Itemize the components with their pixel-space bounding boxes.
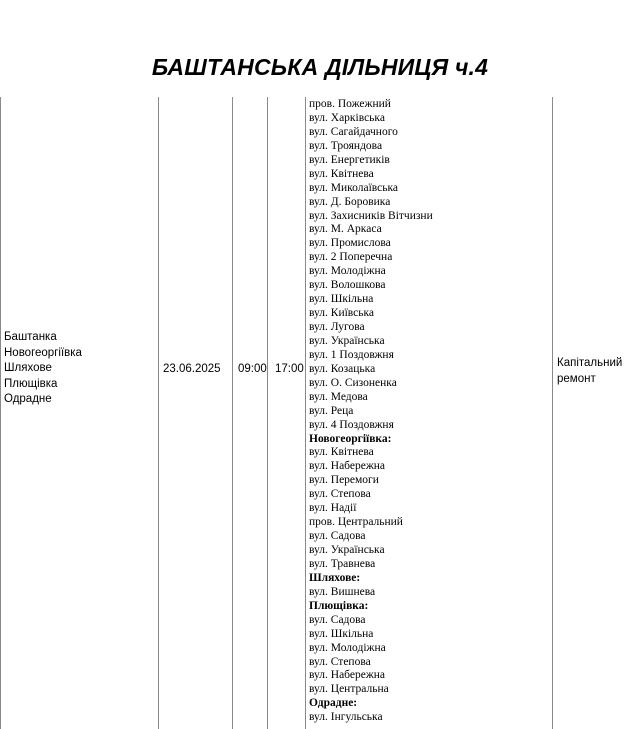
settlement-name: Шляхове [4, 362, 52, 374]
street-item: вул. Лугова [309, 321, 365, 333]
street-item: вул. Українська [309, 334, 385, 347]
street-item: вул. Промислова [309, 237, 391, 250]
end-time-cell: 17:00 [275, 363, 304, 375]
street-item: вул. М. Аркаса [309, 223, 382, 236]
street-item: вул. Шкільна [309, 293, 374, 306]
street-item: вул. Квітнева [309, 167, 374, 180]
street-item: вул. Центральна [309, 683, 389, 696]
reason-line: Капітальний [557, 357, 623, 369]
street-item: вул. Садова [309, 613, 366, 626]
street-item: вул. Сагайдачного [309, 125, 398, 138]
reason-cell [557, 355, 622, 387]
settlement-heading: Шляхове: [309, 571, 361, 584]
street-item: вул. Шкільна [309, 627, 374, 640]
reason-line: ремонт [557, 373, 596, 385]
document-title: БАШТАНСЬКА ДІЛЬНИЦЯ ч.4 [151, 54, 489, 80]
street-item: вул. Українська [309, 544, 385, 556]
start-time-cell: 09:00 [238, 363, 267, 375]
street-item: вул. Квітнева [309, 446, 374, 459]
street-item: пров. Пожежний [309, 98, 391, 110]
street-item: вул. Інгульська [309, 711, 383, 724]
column-divider [267, 97, 268, 729]
street-item: вул. Медова [309, 390, 368, 403]
street-item: вул. Травнева [309, 557, 376, 570]
street-item: пров. Центральний [309, 516, 403, 529]
street-item: вул. Д. Боровика [309, 195, 391, 208]
street-item: вул. Трояндова [309, 139, 383, 152]
street-item: вул. О. Сизоненка [309, 376, 397, 389]
street-item: вул. Надії [309, 502, 357, 515]
settlement-name: Новогеоргіївка [4, 346, 82, 359]
street-item: вул. Молодіжна [309, 641, 386, 654]
street-item: вул. Миколаївська [309, 181, 399, 194]
street-item: вул. Молодіжна [309, 265, 386, 278]
date-cell: 23.06.2025 [163, 363, 221, 375]
street-item: вул. Вишнева [309, 585, 376, 598]
table-border-left [0, 97, 1, 729]
settlement-heading: Новогеоргіївка: [309, 432, 392, 445]
settlement-heading: Одрадне: [309, 697, 358, 710]
street-item: вул. Набережна [309, 460, 386, 473]
street-item: вул. Степова [309, 488, 371, 501]
streets-cell [309, 98, 433, 725]
street-item: вул. Київська [309, 307, 375, 320]
settlement-name: Баштанка [4, 331, 57, 343]
settlement-name: Одрадне [4, 393, 52, 405]
street-item: вул. Набережна [309, 669, 386, 682]
street-item: вул. 2 Поперечна [309, 251, 393, 264]
column-divider [305, 97, 306, 729]
street-item: вул. Степова [309, 655, 371, 668]
street-item: вул. Енергетиків [309, 153, 390, 166]
street-item: вул. Перемоги [309, 474, 379, 487]
street-item: вул. Козацька [309, 362, 376, 375]
settlement-name: Плющівка [4, 377, 58, 390]
street-item: вул. Захисників Вітчизни [309, 209, 433, 222]
settlements-cell [4, 330, 82, 408]
street-item: вул. Садова [309, 530, 366, 543]
street-item: вул. Реца [309, 404, 354, 417]
column-divider [552, 97, 553, 729]
street-item: вул. 1 Поздовжня [309, 348, 394, 361]
street-item: вул. Волошкова [309, 279, 386, 292]
column-divider [158, 97, 159, 729]
settlement-heading: Плющівка: [309, 599, 369, 612]
street-item: вул. Харківська [309, 111, 385, 124]
column-divider [232, 97, 233, 729]
schedule-table [0, 97, 640, 729]
street-item: вул. 4 Поздовжня [309, 418, 394, 431]
